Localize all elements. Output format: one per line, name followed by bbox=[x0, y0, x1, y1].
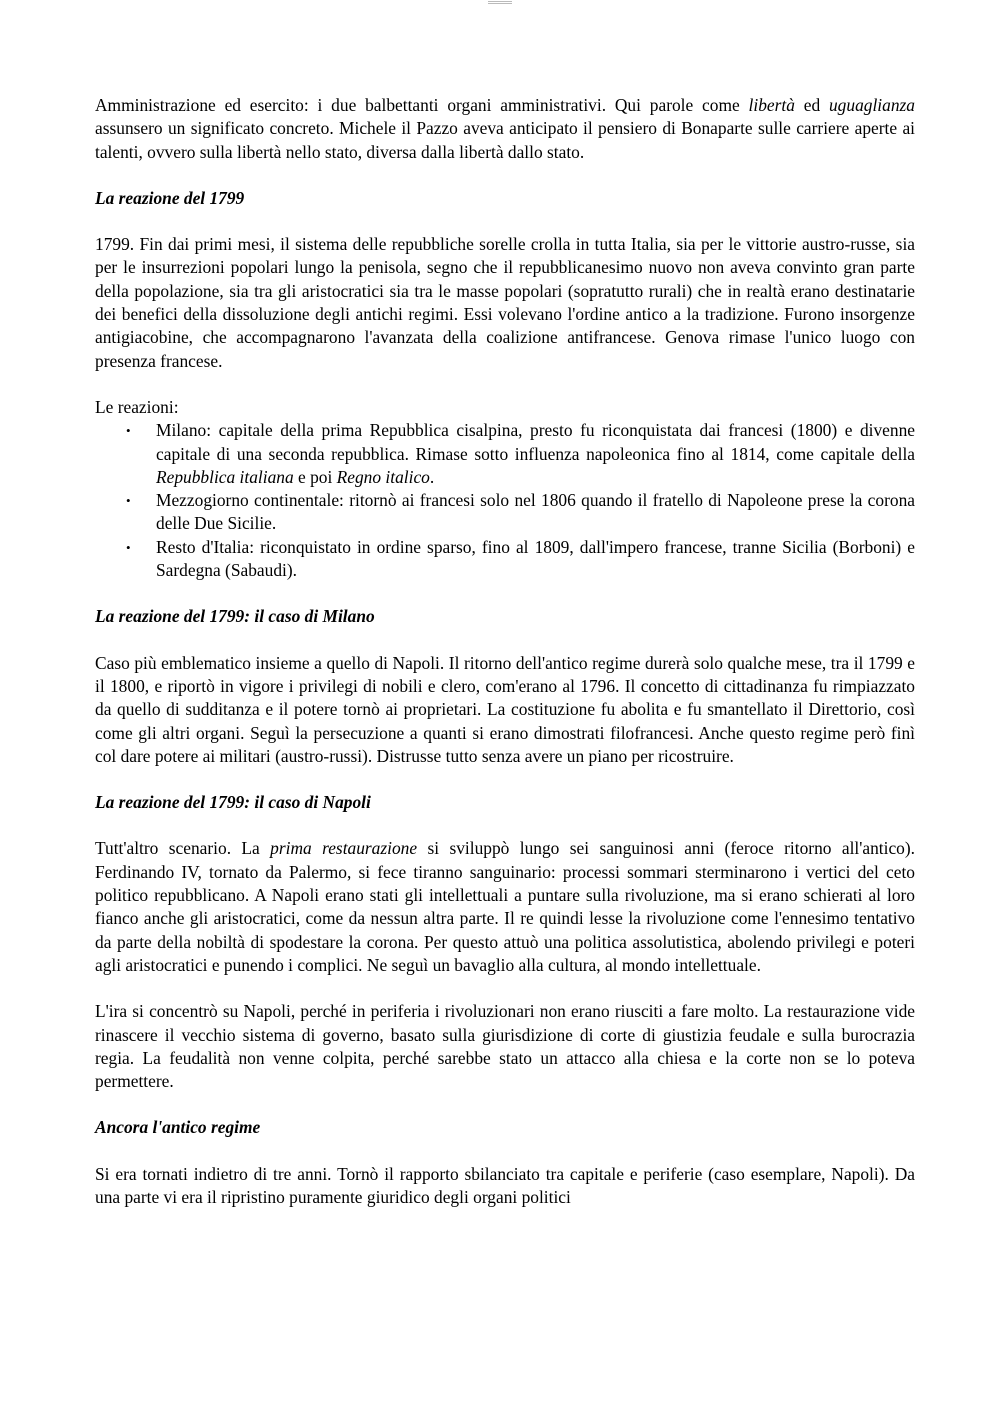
paragraph-ira-napoli: L'ira si concentrò su Napoli, perché in periferia i rivoluzionari non erano riusciti a fare molto. La restaurazione vide rinascere il vecchio sistema di governo, basato sulla giurisdizione di corte di giustizia feudale e sulla burocrazia regia. La feudalità non venne colpita, perché sarebbe stato un attacco alla chiesa e la corte non se lo poteva permettere. bbox=[95, 1001, 915, 1092]
list-item-milano: • Milano: capitale della prima Repubblica cisalpina, presto fu riconquistata dai francesi (1800) e divenne capitale di una seconda repubblica. Rimase sotto influenza napoleonica fino al 1814, come capitale della Repubblica italiana e poi Regno italico. bbox=[126, 420, 915, 487]
paragraph-milano: Caso più emblematico insieme a quello di Napoli. Il ritorno dell'antico regime durerà solo qualche mese, tra il 1799 e il 1800, e riportò in vigore i privilegi di nobili e clero, com'erano al 1796. Il concetto di cittadinanza fu rimpiazzato da quello di sudditanza e il potere tornò ai proprietari. La costituzione fu abolita e fu smantellato il Direttorio, così come gli altri organi. Seguì la persecuzione a quanti si erano dimostrati filofrancesi. Anche questo regime però finì col dare potere ai militari (austro-russi). Distrusse tutto senza avere un piano per ricostruire. bbox=[95, 652, 915, 766]
page-top-mark bbox=[488, 0, 512, 4]
bullet-icon: • bbox=[126, 493, 131, 509]
paragraph-antico-regime: Si era tornati indietro di tre anni. Tornò il rapporto sbilanciato tra capitale e periferie (caso esemplare, Napoli). Da una parte vi era il ripristino puramente giuridico degli organi politici bbox=[95, 1163, 915, 1207]
paragraph-amministrazione: Amministrazione ed esercito: i due balbettanti organi amministrativi. Qui parole come libertà ed uguaglianza assunsero un significato concreto. Michele il Pazzo aveva anticipato il pensiero di Bonaparte sulle carriere aperte ai talenti, ovvero sulla libertà nello stato, diversa dalla libertà dallo stato. bbox=[95, 95, 915, 162]
heading-caso-milano: La reazione del 1799: il caso di Milano bbox=[95, 606, 375, 627]
heading-antico-regime: Ancora l'antico regime bbox=[95, 1117, 261, 1138]
list-item-mezzogiorno: • Mezzogiorno continentale: ritornò ai francesi solo nel 1806 quando il fratello di Napoleone prese la corona delle Due Sicilie. bbox=[126, 490, 915, 534]
paragraph-1799: 1799. Fin dai primi mesi, il sistema delle repubbliche sorelle crolla in tutta Italia, sia per le vittorie austro-russe, sia per le insurrezioni popolari lungo la penisola, segno che il repubblicanesimo nuovo non aveva convinto gran parte della popolazione, sia tra gli aristocratici sia tra le masse popolari (sopratutto rurali) che in realtà erano destinatarie dei benefici della dissoluzione degli antichi regimi. Essi volevano l'ordine antico a la tradizione. Furono insorgenze antigiacobine, che accompagnarono l'avanzata della coalizione antifrancese. Genova rimase l'unico luogo con presenza francese. bbox=[95, 234, 915, 371]
document-page bbox=[95, 94, 915, 1209]
heading-caso-napoli: La reazione del 1799: il caso di Napoli bbox=[95, 792, 371, 813]
heading-reazione-1799: La reazione del 1799 bbox=[95, 187, 245, 208]
bullet-icon: • bbox=[126, 423, 131, 439]
reazioni-list bbox=[95, 419, 915, 582]
list-intro: Le reazioni: bbox=[95, 396, 179, 417]
paragraph-napoli: Tutt'altro scenario. La prima restaurazione si sviluppò lungo sei sanguinosi anni (feroce ritorno all'antico). Ferdinando IV, tornato da Palermo, si fece tiranno sanguinario: processi sommari sterminarono i vertici del ceto politico repubblicano. A Napoli erano stati gli intellettuali a puntare sulla rivoluzione, ma si erano schierati al loro fianco anche gli aristocratici, come da nessun altra parte. Il re quindi lesse la rivoluzione come l'ennesimo tentativo da parte della nobiltà di spodestare la corona. Per questo attuò una politica assolutistica, abolendo privilegi e poteri agli aristocratici e punendo i complici. Ne seguì un bavaglio alla cultura, al mondo intellettuale. bbox=[95, 838, 916, 975]
list-item-resto-italia: • Resto d'Italia: riconquistato in ordine sparso, fino al 1809, dall'impero francese, tranne Sicilia (Borboni) e Sardegna (Sabaudi). bbox=[126, 536, 915, 581]
bullet-icon: • bbox=[126, 539, 131, 555]
